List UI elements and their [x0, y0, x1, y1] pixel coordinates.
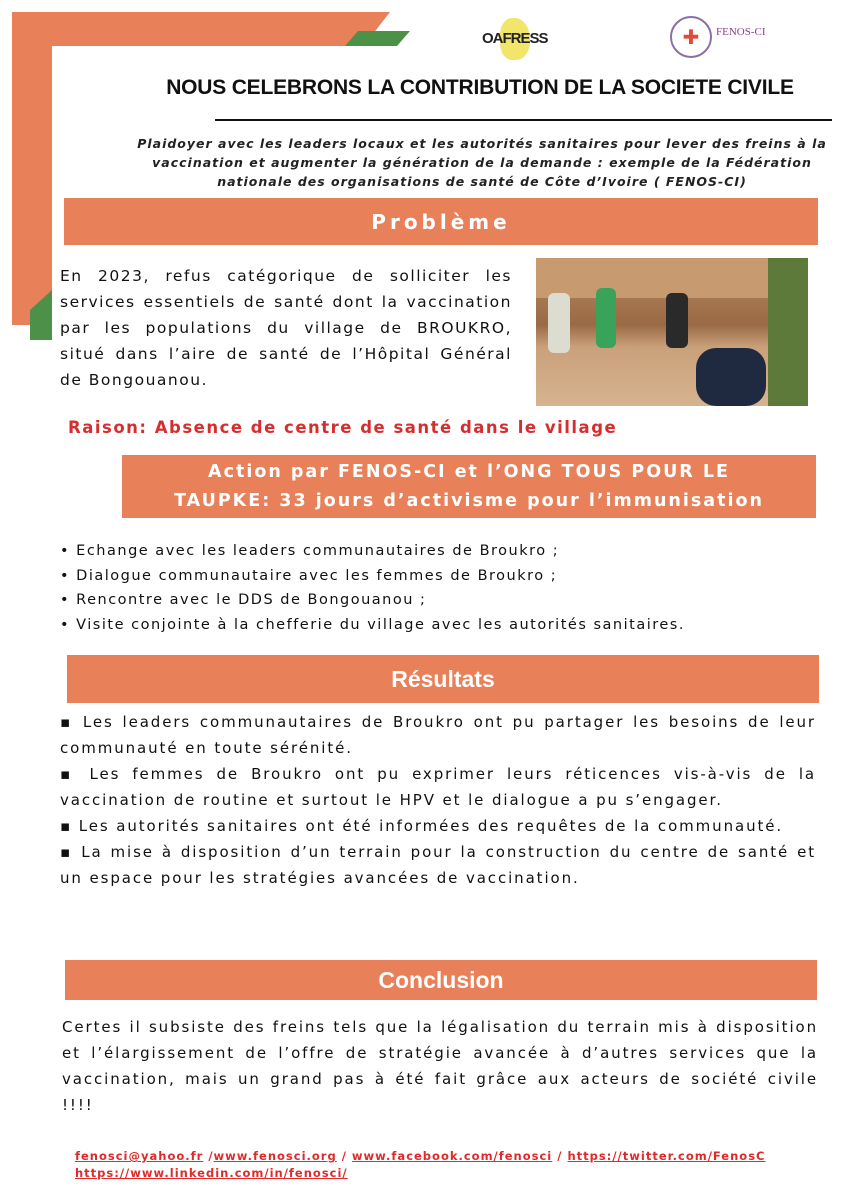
- list-item: • Rencontre avec le DDS de Bongouanou ;: [60, 592, 427, 608]
- oafress-logo: OAFRESS: [480, 16, 570, 60]
- facebook-link[interactable]: www.facebook.com/fenosci: [351, 1149, 553, 1163]
- list-item: • Dialogue communautaire avec les femmes de Broukro ;: [60, 567, 558, 584]
- probleme-heading: Problème: [64, 198, 818, 245]
- list-item: ▪ Les femmes de Broukro ont pu exprimer leurs réticences vis-à-vis de la vaccination de routine et surtout le HPV et le dialogue a pu s’engager.: [60, 765, 817, 809]
- conclusion-text: Certes il subsiste des freins tels que la légalisation du terrain mis à disposition et l’élargissement de l’offre de stratégie avancée à d’autres services que la vaccination, mais un grand pas à été fait grâce aux acteurs de société civile !!!!: [62, 1018, 818, 1114]
- list-item: ▪ Les leaders communautaires de Broukro ont pu partager les besoins de leur communauté en toute sérénité.: [60, 713, 817, 757]
- conclusion-heading: Conclusion: [65, 960, 817, 1000]
- linkedin-link[interactable]: https://www.linkedin.com/in/fenosci/: [75, 1166, 348, 1180]
- subtitle: Plaidoyer avec les leaders locaux et les autorités sanitaires pour lever des freins à la vaccination et augmenter la génération de la demande : exemple de la Fédération nationale des organisations de santé de Côte d’Ivoire ( FENOS-CI): [137, 136, 827, 189]
- page-title: NOUS CELEBRONS LA CONTRIBUTION DE LA SOCIETE CIVILE: [166, 76, 794, 99]
- resultats-list: [60, 709, 816, 891]
- list-item: • Echange avec les leaders communautaires de Broukro ;: [60, 543, 560, 559]
- email-link[interactable]: fenosci@yahoo.fr: [75, 1149, 204, 1163]
- cross-icon: ✚: [670, 16, 712, 58]
- list-item: ▪ Les autorités sanitaires ont été informées des requêtes de la communauté.: [60, 817, 784, 835]
- resultats-heading: Résultats: [67, 655, 819, 703]
- website-link[interactable]: www.fenosci.org: [213, 1149, 337, 1163]
- twitter-link[interactable]: https://twitter.com/FenosC: [567, 1149, 766, 1163]
- action-heading: Action par FENOS-CI et l’ONG TOUS POUR LE TAUPKE: 33 jours d’activisme pour l’immunisation: [122, 455, 816, 518]
- footer-links: fenosci@yahoo.fr /www.fenosci.org / www.facebook.com/fenosci / https://twitter.com/FenosC https://www.linkedin.com/in/fenosci/: [75, 1149, 766, 1180]
- list-item: • Visite conjointe à la chefferie du village avec les autorités sanitaires.: [60, 616, 685, 633]
- title-divider: [215, 119, 832, 121]
- action-list: [60, 539, 840, 637]
- probleme-text: En 2023, refus catégorique de solliciter les services essentiels de santé dont la vaccination par les populations du village de BROUKRO, situé dans l’aire de santé de l’Hôpital Général de Bongouanou.: [60, 267, 512, 389]
- list-item: ▪ La mise à disposition d’un terrain pour la construction du centre de santé et un espace pour les stratégies avancées de vaccination.: [60, 843, 817, 887]
- fenos-logo: ✚ FENOS-CI: [660, 14, 770, 60]
- village-meeting-photo: [536, 258, 808, 406]
- frame-top-bar: [12, 12, 390, 46]
- raison-text: Raison: Absence de centre de santé dans le village: [68, 418, 618, 437]
- frame-left-bar: [12, 12, 52, 325]
